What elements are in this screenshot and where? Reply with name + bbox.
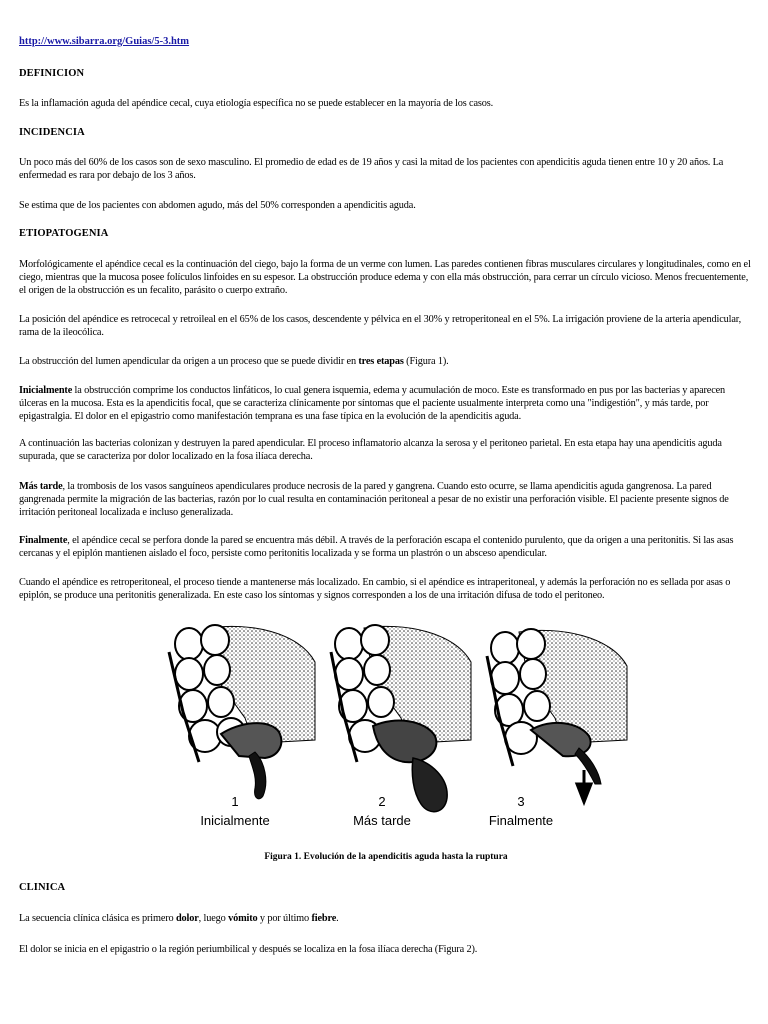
emphasis-finalmente: Finalmente: [19, 535, 68, 546]
etiopatogenia-paragraph-4: [19, 384, 753, 423]
text-run: y por último: [257, 913, 312, 924]
clinica-paragraph-1: [19, 912, 753, 925]
panel-label-3: Finalmente: [488, 813, 554, 828]
clinica-paragraph-2: El dolor se inicia en el epigastrio o la región periumbilical y después se localiza en la fosa ilíaca derecha (Figura 2).: [19, 944, 478, 955]
text-run: La obstrucción del lumen apendicular da origen a un proceso que se puede dividir en: [19, 356, 359, 367]
heading-clinica: CLINICA: [19, 882, 66, 893]
text-run: .: [336, 913, 339, 924]
figure-appendicitis-evolution: [159, 622, 629, 836]
definicion-paragraph: Es la inflamación aguda del apéndice cecal, cuya etiología específica no se puede establecer en la mayoría de los casos.: [19, 98, 494, 109]
panel-label-2: Más tarde: [353, 813, 411, 828]
emphasis-dolor: dolor: [175, 913, 199, 924]
etiopatogenia-paragraph-6: [19, 480, 753, 519]
etiopatogenia-paragraph-2: La posición del apéndice es retrocecal y retroileal en el 65% de los casos, descendente y pélvica en el 30% y retroperitoneal en el 5%. La irrigación proviene de la arteria apendicular, rama de la ileocólica.: [19, 314, 742, 338]
etiopatogenia-paragraph-5: A continuación las bacterias colonizan y destruyen la pared apendicular. El proceso inflamatorio alcanza la serosa y el peritoneo parietal. En esta etapa hay una apendicitis aguda supurada, que se caracteriza por dolor localizado en la fosa ilíaca derecha.: [19, 438, 722, 462]
etiopatogenia-paragraph-1: Morfológicamente el apéndice cecal es la continuación del ciego, bajo la forma de un verme con lumen. Las paredes contienen fibras musculares circulares y longitudinales, como en el ciego, mientras que la mucosa posee folículos linfoides en su espesor. La obstrucción produce edema y con ella más obstrucción, para cerrar un círculo vicioso. Menos frecuentemente, el origen de la obstrucción es un fecalito, parásito o cuerpo extraño.: [19, 259, 751, 296]
panel-label-1: Inicialmente: [200, 813, 270, 828]
heading-definicion: DEFINICION: [19, 68, 85, 79]
figure-caption: Figura 1. Evolución de la apendicitis aguda hasta la ruptura: [264, 852, 508, 862]
text-run: , el apéndice cecal se perfora donde la pared se encuentra más débil. A través de la perforación escapa el contenido purulento, que da origen a una peritonitis. Si las asas cercanas y el epiplón mantienen aislado el foco, persiste como peritonitis localizada y se forma un plastrón o un absceso apendicular.: [19, 535, 734, 559]
source-link[interactable]: http://www.sibarra.org/Guias/5-3.htm: [19, 36, 190, 47]
emphasis-vomito: vómito: [228, 913, 258, 924]
emphasis-mas-tarde: Más tarde: [19, 481, 63, 492]
text-run: La secuencia clínica clásica es primero: [19, 913, 176, 924]
etiopatogenia-paragraph-7: [19, 534, 753, 560]
etiopatogenia-paragraph-3: [19, 355, 753, 368]
heading-etiopatogenia: ETIOPATOGENIA: [19, 228, 109, 239]
panel-number-1: 1: [231, 794, 239, 809]
figure-panel-2: [331, 625, 471, 812]
text-run: , la trombosis de los vasos sanguíneos apendiculares produce necrosis de la pared y gangrena. Cuando esto ocurre, se llama apendicitis aguda gangrenosa. La pared gangrenada permite la migración de las bacterias, razón por lo cual resulta en contaminación peritoneal a pesar de no existir una perforación visible. El paciente presente signos de irritación peritoneal localizada e incluso generalizada.: [19, 481, 729, 518]
emphasis-tres-etapas: tres etapas: [358, 356, 404, 367]
text-run: la obstrucción comprime los conductos linfáticos, lo cual genera isquemia, edema y acumulación de moco. Este es transformado en pus por las bacterias y aparecen úlceras en la mucosa. Esta es la apendicitis focal, que se caracteriza clínicamente por síntomas que el paciente usualmente interpreta como una "indigestión", y más tarde, por epigastralgia. El dolor en el epigastrio como manifestación temprana es una fase típica en la evolución de la apendicitis aguda.: [19, 385, 726, 422]
etiopatogenia-paragraph-8: Cuando el apéndice es retroperitoneal, el proceso tiende a mantenerse más localizado. En cambio, si el apéndice es intraperitoneal, y además la perforación no es sellada por asas o epiplón, se produce una peritonitis generalizada. En este caso los síntomas y signos corresponden a los de una irritación difusa de todo el peritoneo.: [19, 577, 731, 601]
incidencia-paragraph-1: Un poco más del 60% de los casos son de sexo masculino. El promedio de edad es de 19 años y casi la mitad de los pacientes con apendicitis aguda tienen entre 10 y 20 años. La enfermedad es rara por debajo de los 3 años.: [19, 157, 724, 181]
heading-incidencia: INCIDENCIA: [19, 127, 85, 138]
panel-number-3: 3: [517, 794, 525, 809]
incidencia-paragraph-2: Se estima que de los pacientes con abdomen agudo, más del 50% corresponden a apendicitis aguda.: [19, 200, 416, 211]
emphasis-inicialmente: Inicialmente: [19, 385, 73, 396]
figure-panel-1: [169, 625, 315, 799]
figure-panel-3: [487, 629, 627, 802]
text-run: (Figura 1).: [403, 356, 449, 367]
emphasis-fiebre: fiebre: [311, 913, 337, 924]
panel-number-2: 2: [378, 794, 386, 809]
text-run: , luego: [198, 913, 229, 924]
